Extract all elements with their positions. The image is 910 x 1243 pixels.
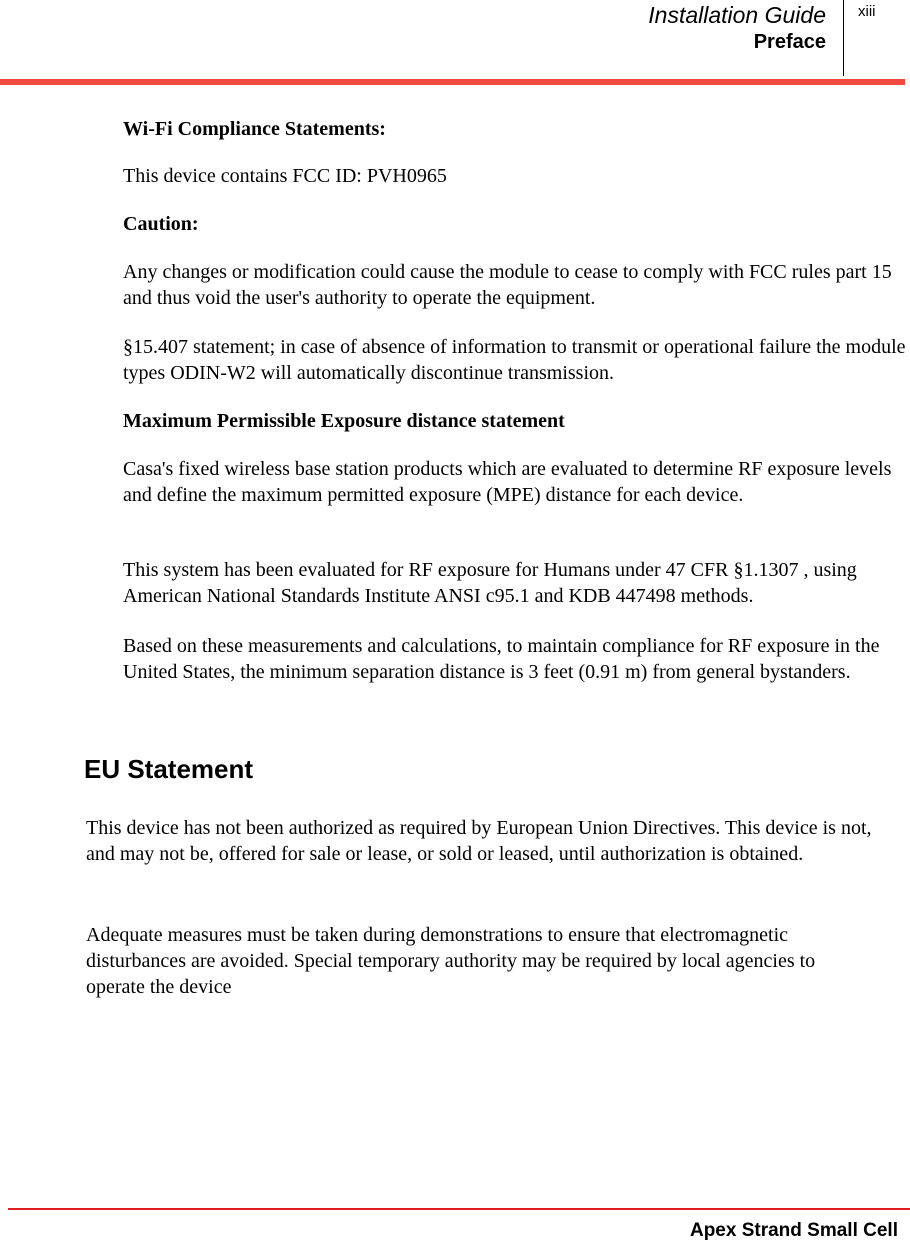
product-name: Apex Strand Small Cell (689, 1220, 898, 1241)
mpe-heading: Maximum Permissible Exposure distance statement (123, 410, 565, 432)
wifi-compliance-heading: Wi-Fi Compliance Statements: (123, 118, 386, 140)
mpe-paragraph-1: Casa's fixed wireless base station products which are evaluated to determine RF exposure levels and define the maximum permitted exposure (MPE) distance for each device. (123, 458, 892, 506)
caution-heading: Caution: (123, 213, 199, 235)
eu-statement-heading: EU Statement (84, 754, 254, 784)
mpe-paragraph-2: This system has been evaluated for RF exposure for Humans under 47 CFR §1.1307 , using American National Standards Institute ANSI c95.1 and KDB 447498 methods. (123, 559, 857, 607)
page-header (0, 0, 910, 85)
section-title: Preface (753, 31, 826, 53)
document-title: Installation Guide (648, 2, 826, 28)
eu-paragraph-1: This device has not been authorized as required by European Union Directives. This device is not, and may not be, offered for sale or lease, or sold or leased, until authorization is obtained. (86, 817, 872, 865)
header-divider (843, 0, 844, 76)
section-15407-paragraph: §15.407 statement; in case of absence of information to transmit or operational failure the module types ODIN-W2 will automatically discontinue transmission. (123, 336, 906, 384)
header-rule (0, 79, 905, 85)
fcc-id-statement: This device contains FCC ID: PVH0965 (123, 165, 447, 187)
eu-paragraph-2: Adequate measures must be taken during demonstrations to ensure that electromagnetic disturbances are avoided. Special temporary authority may be required by local agencies to operate the device (86, 924, 816, 998)
footer-rule (8, 1208, 910, 1210)
caution-paragraph: Any changes or modification could cause the module to cease to comply with FCC rules part 15 and thus void the user's authority to operate the equipment. (123, 261, 892, 309)
page-number: xiii (858, 3, 876, 20)
mpe-paragraph-3: Based on these measurements and calculations, to maintain compliance for RF exposure in the United States, the minimum separation distance is 3 feet (0.91 m) from general bystanders. (123, 635, 880, 683)
